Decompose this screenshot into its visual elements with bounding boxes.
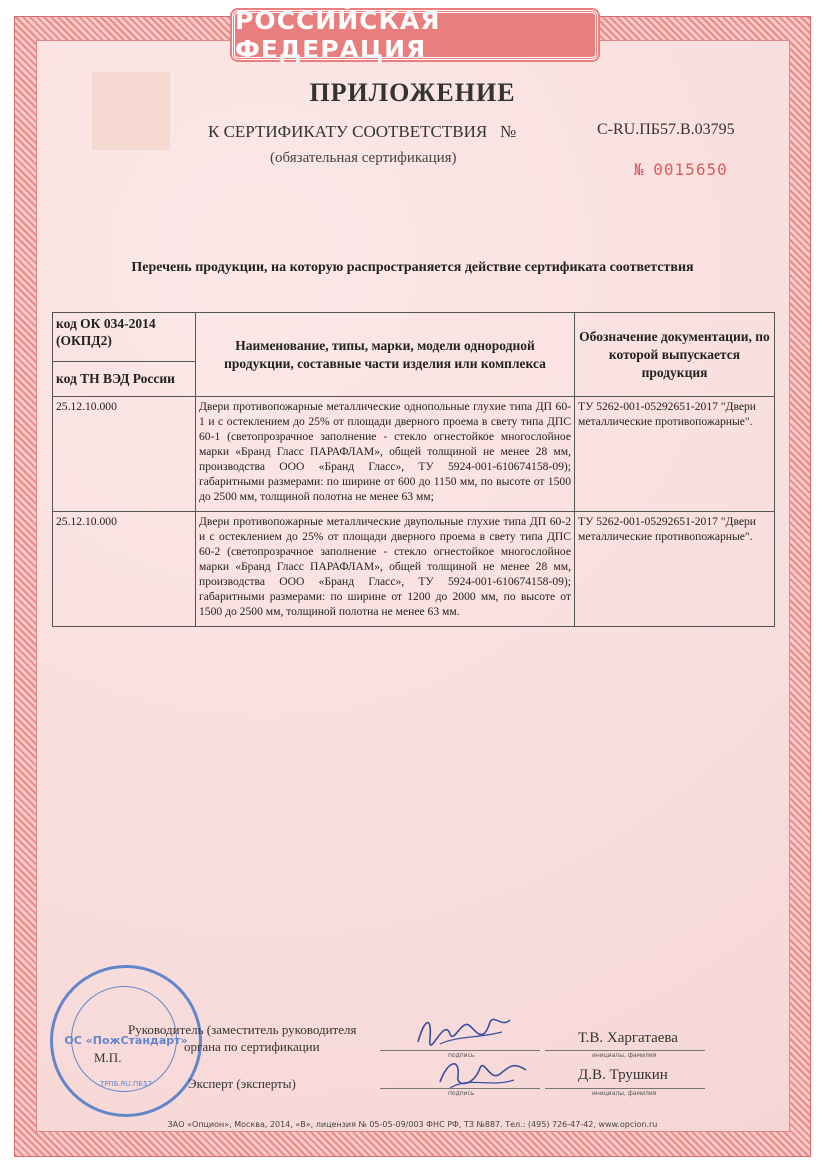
header-code-tnved: код ТН ВЭД России [56,371,175,386]
stamp-center-text: ОС «ПожСтандарт» [64,1034,188,1047]
page-title: ПРИЛОЖЕНИЕ [309,78,516,107]
expert-signature-caption: подпись [448,1090,475,1097]
header-code-okpd: код ОК 034-2014 (ОКПД2) [53,313,195,362]
serial-prefix: № [634,160,644,179]
organization-stamp-icon [50,965,202,1117]
head-signature-icon [410,1008,520,1052]
row-code: 25.12.10.000 [53,397,196,512]
row-code: 25.12.10.000 [53,512,196,627]
country-banner-text: РОССИЙСКАЯ ФЕДЕРАЦИЯ [235,6,441,64]
certificate-number: C-RU.ПБ57.В.03795 [597,121,735,138]
header-name-cell: Наименование, типы, марки, модели однородной продукции, составные части изделия или комплекса [196,313,575,397]
row-description: Двери противопожарные металлические двупольные глухие типа ДП 60-2 и с остеклением до 25% от площади дверного проема в свету типа ДПС 60-2 (светопрозрачное заполнение - стекло огнестойкое многослойное марки «Бранд Гласс ПАРАФЛАМ», общей толщиной не менее 28 мм, производства ООО «Бранд Гласс», ТУ 5924-001-610674158-09); габаритными размерами: по ширине от 1200 до 2000 мм, по высоте от 1500 до 2500 мм, толщиной полотна не менее 63 мм. [196,512,575,627]
subtitle-text: К СЕРТИФИКАТУ СООТВЕТСТВИЯ [208,122,488,141]
serial-value: 0015650 [653,160,728,179]
row-description: Двери противопожарные металлические однопольные глухие типа ДП 60-1 и с остеклением до 25% от площади дверного проема в свету типа ДПС 60-1 (светопрозрачное заполнение - стекло огнестойкое многослойное марки «Бранд Гласс ПАРАФЛАМ», общей толщиной не менее 28 мм, производства ООО «Бранд Гласс», ТУ 5924-001-610674158-09); габаритными размерами: по ширине от 600 до 1150 мм, по высоте от 1500 до 2500 мм, толщиной полотна не менее 63 мм; [196,397,575,512]
expert-name: Д.В. Трушкин [578,1067,668,1083]
product-list-heading: Перечень продукции, на которую распространяется действие сертификата соответствия [131,260,694,275]
row-doc: ТУ 5262-001-05292651-2017 "Двери металлические противопожарные". [575,512,775,627]
mandatory-note: (обязательная сертификация) [270,150,457,166]
country-banner [232,6,598,64]
head-label-2: органа по сертификации [184,1039,320,1054]
table-header-row [53,313,775,397]
table-row [53,512,775,627]
head-signature-caption: подпись [448,1052,475,1059]
expert-name-caption: инициалы, фамилия [592,1090,657,1097]
table-row [53,397,775,512]
printer-footer: ЗАО «Опцион», Москва, 2014, «В», лицензия № 05-05-09/003 ФНС РФ, ТЗ №887. Тел.: (495) 726-47-42, www.opcion.ru [167,1120,658,1129]
head-name-line [545,1050,705,1051]
expert-signature-icon [430,1052,540,1094]
certificate-subtitle [208,122,516,142]
head-name-caption: инициалы, фамилия [592,1052,657,1059]
header-code-cell [53,313,196,397]
serial-number [634,160,728,179]
expert-name-line [545,1088,705,1089]
head-name: Т.В. Харгатаева [578,1030,678,1046]
row-doc: ТУ 5262-001-05292651-2017 "Двери металлические противопожарные". [575,397,775,512]
product-table [52,312,775,627]
head-label: Руководитель (заместитель руководителя [128,1022,357,1037]
number-sign: № [499,122,517,141]
stamp-code: ТРПБ.RU.ПБ57 [100,1080,152,1088]
header-doc-cell: Обозначение документации, по которой выпускается продукция [575,313,775,397]
seal-label: М.П. [94,1050,122,1065]
expert-label: Эксперт (эксперты) [188,1076,296,1091]
